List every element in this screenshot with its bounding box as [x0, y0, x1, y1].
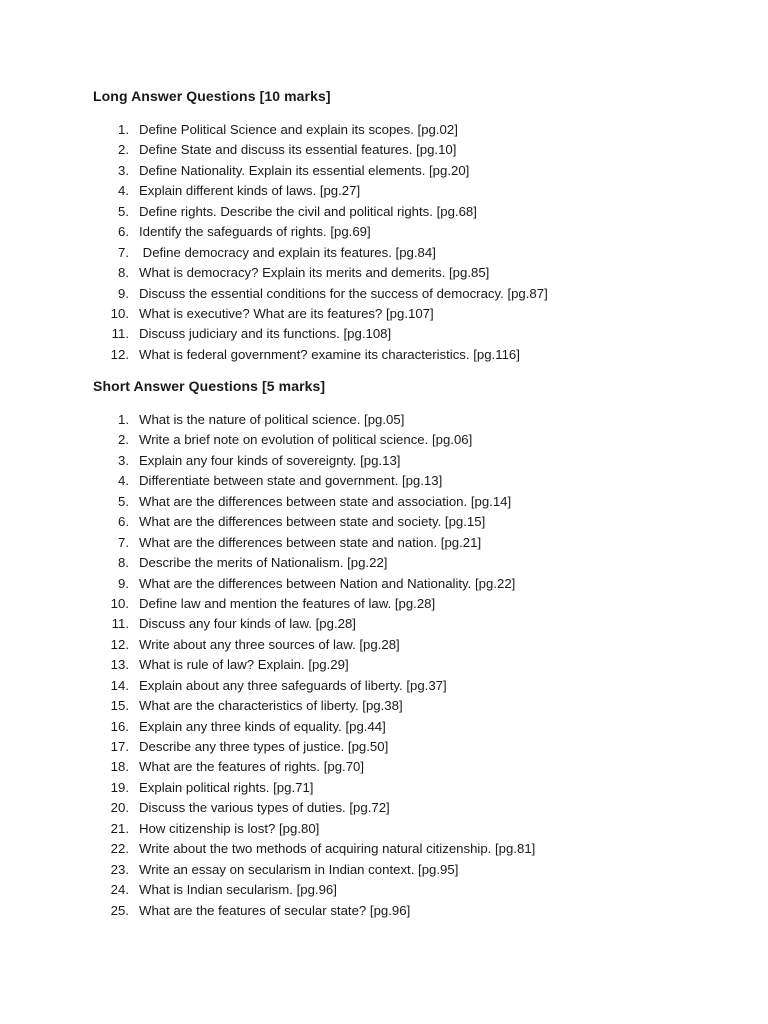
list-item-number: 21. — [110, 820, 129, 836]
list-item-number: 7. — [118, 534, 129, 550]
list-item-text: What is executive? What are its features? [pg.107] — [139, 305, 434, 321]
list-item — [93, 324, 733, 344]
short-answer-list — [93, 410, 733, 921]
list-item-text: Explain any four kinds of sovereignty. [pg.13] — [139, 452, 401, 468]
list-item-number: 18. — [110, 759, 129, 775]
list-item — [93, 819, 733, 839]
list-item — [93, 655, 733, 675]
list-item-number: 11. — [111, 326, 129, 342]
list-item-number: 12. — [110, 346, 129, 362]
list-item-gap — [129, 430, 139, 450]
list-item-text: Describe any three types of justice. [pg.50] — [139, 739, 389, 754]
list-item — [93, 676, 733, 696]
list-item — [93, 243, 733, 263]
list-item — [93, 430, 733, 450]
list-item-text: Discuss any four kinds of law. [pg.28] — [139, 616, 356, 632]
list-item — [93, 471, 733, 491]
list-item-gap — [129, 243, 139, 263]
list-item-text: Write an essay on secularism in Indian context. [pg.95] — [139, 861, 459, 877]
list-item-number: 3. — [118, 452, 129, 468]
list-item-number: 6. — [118, 224, 129, 240]
list-item-number: 20. — [110, 800, 129, 816]
list-item-gap — [129, 778, 139, 798]
list-item — [93, 451, 733, 471]
list-item-text: Write about any three sources of law. [pg.28] — [139, 636, 400, 652]
list-item — [93, 222, 733, 242]
list-item-text: What are the differences between state and society. [pg.15] — [139, 514, 486, 530]
list-item-gap — [129, 819, 139, 839]
list-item — [93, 410, 733, 430]
list-item-text: Differentiate between state and government. [pg.13] — [139, 473, 443, 489]
list-item-text: Write a brief note on evolution of political science. [pg.06] — [139, 432, 473, 448]
list-item-number: 14. — [110, 677, 129, 693]
list-item-gap — [129, 284, 139, 304]
list-item-gap — [129, 594, 139, 614]
list-item-number: 11. — [111, 616, 129, 632]
short-answer-section — [93, 377, 733, 921]
list-item — [93, 839, 733, 859]
list-item-number: 7. — [118, 244, 129, 260]
list-item-text: Define rights. Describe the civil and political rights. [pg.68] — [139, 203, 477, 219]
list-item-text: Define Nationality. Explain its essential elements. [pg.20] — [139, 162, 470, 178]
list-item-text: What is democracy? Explain its merits and demerits. [pg.85] — [139, 265, 490, 281]
list-item — [93, 635, 733, 655]
list-item-gap — [129, 120, 139, 140]
list-item-text: Discuss judiciary and its functions. [pg.108] — [139, 326, 392, 342]
list-item-gap — [129, 304, 139, 324]
list-item-gap — [129, 635, 139, 655]
list-item-text: What are the features of secular state? [pg.96] — [139, 902, 411, 918]
list-item — [93, 533, 733, 553]
list-item — [93, 696, 733, 716]
list-item-gap — [129, 757, 139, 777]
list-item-number: 9. — [118, 575, 129, 591]
list-item — [93, 345, 733, 365]
list-item-gap — [129, 901, 139, 921]
list-item-gap — [129, 263, 139, 283]
list-item-text: Write about the two methods of acquiring natural citizenship. [pg.81] — [139, 841, 536, 857]
list-item-gap — [129, 324, 139, 344]
list-item-number: 4. — [118, 473, 129, 489]
long-answer-list — [93, 120, 733, 365]
list-item — [93, 284, 733, 304]
list-item-text: What is Indian secularism. [pg.96] — [139, 882, 337, 898]
list-item-gap — [129, 512, 139, 532]
list-item-gap — [129, 737, 139, 757]
list-item — [93, 492, 733, 512]
list-item — [93, 594, 733, 614]
list-item-number: 13. — [110, 657, 129, 673]
list-item-gap — [129, 140, 139, 160]
list-item-text: Define democracy and explain its features. [pg.84] — [139, 244, 436, 260]
list-item-gap — [129, 696, 139, 716]
list-item-text: Discuss the essential conditions for the success of democracy. [pg.87] — [139, 285, 548, 301]
list-item-gap — [129, 717, 139, 737]
list-item-number: 5. — [118, 203, 129, 219]
list-item-gap — [129, 676, 139, 696]
list-item — [93, 901, 733, 921]
short-answer-heading: Short Answer Questions [5 marks] — [93, 378, 326, 394]
list-item-number: 2. — [118, 432, 129, 448]
list-item-text: How citizenship is lost? [pg.80] — [139, 820, 320, 836]
list-item-text: What are the differences between state and association. [pg.14] — [139, 493, 512, 509]
list-item-text: Define law and mention the features of law. [pg.28] — [139, 595, 436, 611]
list-item — [93, 574, 733, 594]
list-item-number: 9. — [118, 285, 129, 301]
list-item-text: What are the differences between Nation and Nationality. [pg.22] — [139, 575, 516, 591]
list-item — [93, 614, 733, 634]
list-item — [93, 778, 733, 798]
list-item-gap — [129, 161, 139, 181]
list-item-text: Explain different kinds of laws. [pg.27] — [139, 183, 361, 199]
list-item — [93, 737, 733, 757]
list-item-text: Discuss the various types of duties. [pg.72] — [139, 800, 390, 816]
list-item-text: What is the nature of political science. [pg.05] — [139, 412, 405, 427]
list-item-number: 22. — [110, 841, 129, 857]
list-item — [93, 263, 733, 283]
list-item-text: What is federal government? examine its characteristics. [pg.116] — [139, 346, 520, 362]
list-item-gap — [129, 181, 139, 201]
list-item-gap — [129, 553, 139, 573]
list-item — [93, 202, 733, 222]
list-item-gap — [129, 202, 139, 222]
list-item-number: 4. — [118, 183, 129, 199]
list-item — [93, 717, 733, 737]
list-item — [93, 120, 733, 140]
list-item-number: 2. — [118, 142, 129, 158]
list-item-gap — [129, 655, 139, 675]
list-item — [93, 140, 733, 160]
list-item-number: 24. — [110, 882, 129, 898]
list-item-gap — [129, 574, 139, 594]
list-item-text: Explain political rights. [pg.71] — [139, 779, 314, 795]
list-item-gap — [129, 614, 139, 634]
list-item-number: 6. — [118, 514, 129, 530]
list-item-number: 5. — [118, 493, 129, 509]
list-item-number: 16. — [110, 718, 129, 734]
list-item-number: 8. — [118, 265, 129, 281]
list-item-text: Explain any three kinds of equality. [pg.44] — [139, 718, 386, 734]
list-item-text: What are the differences between state and nation. [pg.21] — [139, 534, 482, 550]
list-item-number: 3. — [118, 162, 129, 178]
list-item-text: Describe the merits of Nationalism. [pg.22] — [139, 555, 388, 571]
list-item-number: 19. — [110, 779, 129, 795]
list-item-number: 10. — [110, 595, 129, 611]
list-item — [93, 798, 733, 818]
list-item-number: 8. — [118, 555, 129, 571]
list-item — [93, 553, 733, 573]
list-item-text: Define State and discuss its essential features. [pg.10] — [139, 142, 457, 158]
list-item-gap — [129, 839, 139, 859]
list-item-text: Explain about any three safeguards of liberty. [pg.37] — [139, 677, 447, 693]
list-item-text: Identify the safeguards of rights. [pg.69] — [139, 224, 371, 240]
list-item — [93, 304, 733, 324]
list-item — [93, 880, 733, 900]
list-item-gap — [129, 345, 139, 365]
long-answer-section — [93, 87, 733, 365]
list-item-gap — [129, 492, 139, 512]
list-item-text: Define Political Science and explain its scopes. [pg.02] — [139, 122, 458, 137]
list-item-number: 17. — [110, 739, 129, 754]
list-item — [93, 512, 733, 532]
list-item-text: What is rule of law? Explain. [pg.29] — [139, 657, 349, 673]
list-item-number: 15. — [110, 698, 129, 714]
list-item-gap — [129, 471, 139, 491]
long-answer-heading: Long Answer Questions [10 marks] — [93, 88, 331, 104]
list-item — [93, 860, 733, 880]
list-item-gap — [129, 798, 139, 818]
list-item-number: 12. — [110, 636, 129, 652]
list-item-text: What are the features of rights. [pg.70] — [139, 759, 365, 775]
list-item-number: 23. — [110, 861, 129, 877]
list-item-gap — [129, 410, 139, 430]
list-item-number: 10. — [110, 305, 129, 321]
list-item-text: What are the characteristics of liberty. [pg.38] — [139, 698, 403, 714]
list-item-number: 1. — [118, 122, 129, 137]
list-item-number: 1. — [118, 412, 129, 427]
list-item — [93, 757, 733, 777]
list-item — [93, 181, 733, 201]
list-item-gap — [129, 533, 139, 553]
list-item-gap — [129, 451, 139, 471]
list-item-gap — [129, 222, 139, 242]
list-item-gap — [129, 860, 139, 880]
list-item-gap — [129, 880, 139, 900]
list-item-number: 25. — [110, 902, 129, 918]
list-item — [93, 161, 733, 181]
